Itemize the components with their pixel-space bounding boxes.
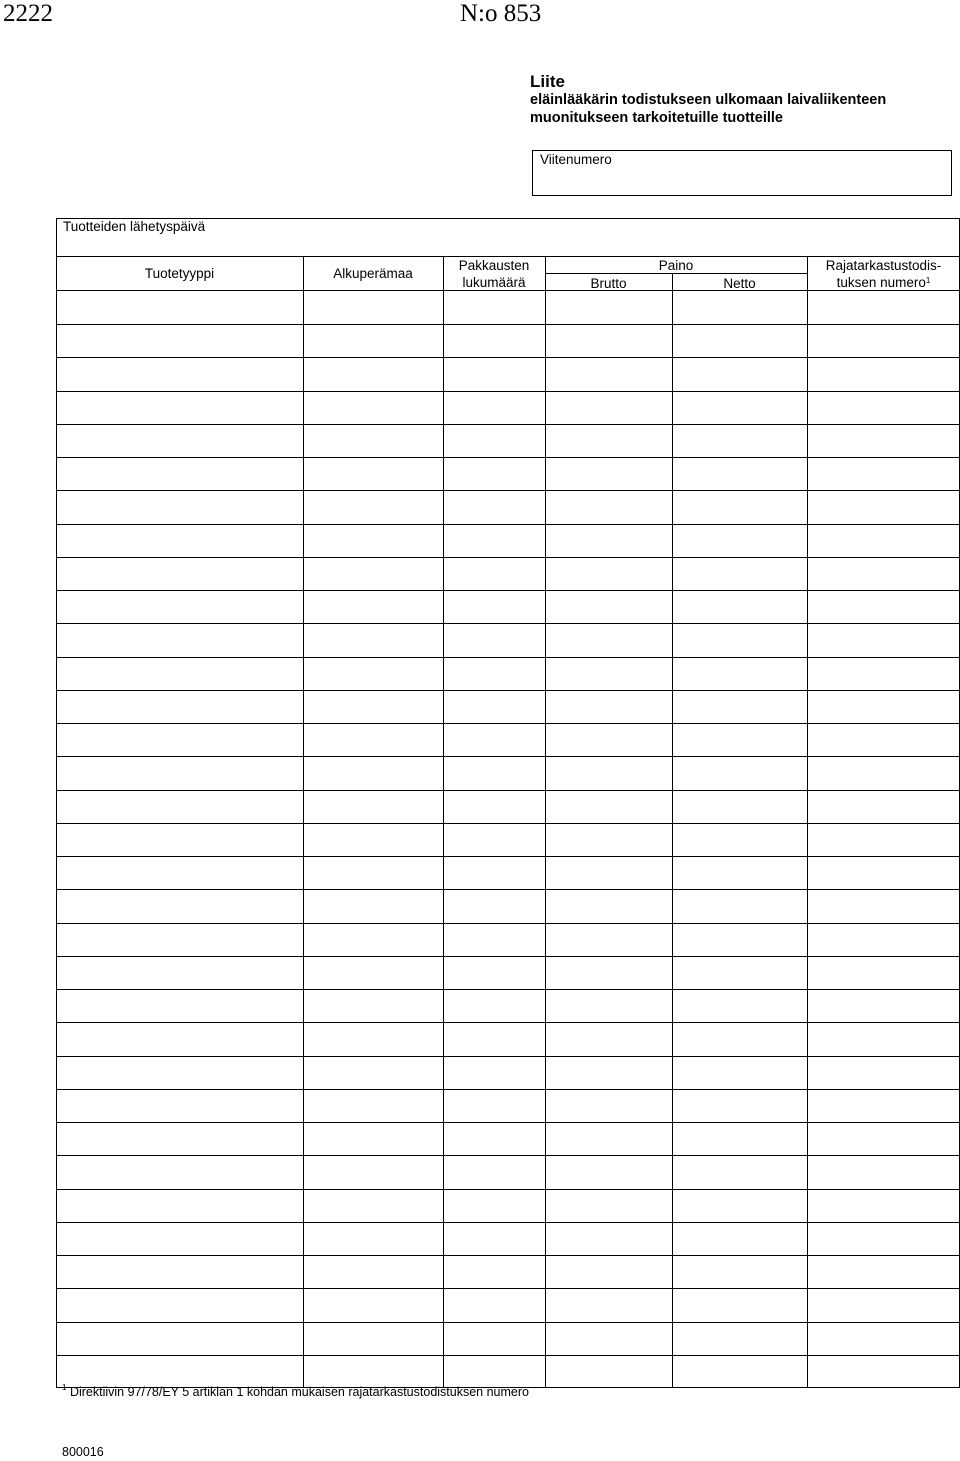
column-header-net: Netto bbox=[723, 276, 756, 291]
table-cell-net[interactable] bbox=[673, 591, 806, 622]
table-cell-packages[interactable] bbox=[444, 691, 544, 722]
table-cell-gross[interactable] bbox=[546, 1090, 671, 1121]
table-cell-packages[interactable] bbox=[444, 292, 544, 323]
table-cell-certificate[interactable] bbox=[808, 658, 959, 689]
table-cell-gross[interactable] bbox=[546, 1356, 671, 1387]
table-cell-product-type[interactable] bbox=[57, 857, 302, 888]
table-cell-origin[interactable] bbox=[304, 924, 442, 955]
table-cell-net[interactable] bbox=[673, 1090, 806, 1121]
table-cell-gross[interactable] bbox=[546, 1190, 671, 1221]
table-cell-net[interactable] bbox=[673, 957, 806, 988]
table-cell-certificate[interactable] bbox=[808, 824, 959, 855]
table-cell-gross[interactable] bbox=[546, 757, 671, 788]
table-cell-origin[interactable] bbox=[304, 757, 442, 788]
table-cell-gross[interactable] bbox=[546, 425, 671, 456]
table-cell-origin[interactable] bbox=[304, 325, 442, 356]
table-cell-product-type[interactable] bbox=[57, 1057, 302, 1088]
table-cell-net[interactable] bbox=[673, 1023, 806, 1054]
table-cell-net[interactable] bbox=[673, 358, 806, 389]
footnote-marker: 1 bbox=[62, 1383, 67, 1392]
table-cell-product-type[interactable] bbox=[57, 1223, 302, 1254]
table-cell-net[interactable] bbox=[673, 691, 806, 722]
table-cell-certificate[interactable] bbox=[808, 990, 959, 1021]
table-cell-origin[interactable] bbox=[304, 1289, 442, 1320]
table-cell-certificate[interactable] bbox=[808, 791, 959, 822]
table-cell-certificate[interactable] bbox=[808, 525, 959, 556]
table-cell-packages[interactable] bbox=[444, 325, 544, 356]
table-cell-packages[interactable] bbox=[444, 1156, 544, 1187]
table-cell-certificate[interactable] bbox=[808, 957, 959, 988]
table-cell-product-type[interactable] bbox=[57, 325, 302, 356]
table-cell-product-type[interactable] bbox=[57, 1323, 302, 1354]
column-header-certificate-line-1: Rajatarkastustodis- bbox=[825, 258, 942, 273]
table-cell-product-type[interactable] bbox=[57, 957, 302, 988]
table-cell-net[interactable] bbox=[673, 757, 806, 788]
table-cell-product-type[interactable] bbox=[57, 292, 302, 323]
table-cell-packages[interactable] bbox=[444, 1256, 544, 1287]
table-cell-product-type[interactable] bbox=[57, 824, 302, 855]
table-cell-certificate[interactable] bbox=[808, 1190, 959, 1221]
table-cell-origin[interactable] bbox=[304, 458, 442, 489]
table-cell-product-type[interactable] bbox=[57, 658, 302, 689]
table-cell-origin[interactable] bbox=[304, 624, 442, 655]
table-cell-gross[interactable] bbox=[546, 1223, 671, 1254]
title-block bbox=[530, 72, 950, 127]
table-cell-gross[interactable] bbox=[546, 1289, 671, 1320]
table-cell-origin[interactable] bbox=[304, 1057, 442, 1088]
table-cell-gross[interactable] bbox=[546, 591, 671, 622]
table-cell-origin[interactable] bbox=[304, 292, 442, 323]
table-cell-origin[interactable] bbox=[304, 957, 442, 988]
table-cell-gross[interactable] bbox=[546, 358, 671, 389]
table-cell-gross[interactable] bbox=[546, 458, 671, 489]
table-cell-product-type[interactable] bbox=[57, 724, 302, 755]
table-cell-gross[interactable] bbox=[546, 525, 671, 556]
column-header-packages-line-2: lukumäärä bbox=[462, 275, 526, 290]
column-header-weight: Paino bbox=[658, 258, 694, 273]
table-cell-net[interactable] bbox=[673, 857, 806, 888]
column-header-gross: Brutto bbox=[590, 276, 627, 291]
table-cell-certificate[interactable] bbox=[808, 425, 959, 456]
table-cell-packages[interactable] bbox=[444, 757, 544, 788]
table-cell-product-type[interactable] bbox=[57, 591, 302, 622]
table-cell-net[interactable] bbox=[673, 1190, 806, 1221]
table-cell-product-type[interactable] bbox=[57, 990, 302, 1021]
table-cell-net[interactable] bbox=[673, 791, 806, 822]
table-cell-certificate[interactable] bbox=[808, 1289, 959, 1320]
table-cell-packages[interactable] bbox=[444, 857, 544, 888]
table-cell-product-type[interactable] bbox=[57, 558, 302, 589]
table-cell-origin[interactable] bbox=[304, 1356, 442, 1387]
table-cell-gross[interactable] bbox=[546, 325, 671, 356]
column-header-certificate-line-2 bbox=[807, 274, 960, 291]
table-cell-packages[interactable] bbox=[444, 591, 544, 622]
table-cell-certificate[interactable] bbox=[808, 325, 959, 356]
table-cell-net[interactable] bbox=[673, 624, 806, 655]
table-cell-product-type[interactable] bbox=[57, 1289, 302, 1320]
table-cell-net[interactable] bbox=[673, 1223, 806, 1254]
table-cell-packages[interactable] bbox=[444, 358, 544, 389]
table-cell-origin[interactable] bbox=[304, 1023, 442, 1054]
document-number: N:o 853 bbox=[460, 0, 542, 27]
table-cell-product-type[interactable] bbox=[57, 392, 302, 423]
table-cell-certificate[interactable] bbox=[808, 1356, 959, 1387]
title-main: Liite bbox=[530, 72, 565, 91]
table-cell-gross[interactable] bbox=[546, 1023, 671, 1054]
table-cell-packages[interactable] bbox=[444, 824, 544, 855]
table-cell-certificate[interactable] bbox=[808, 1023, 959, 1054]
table-cell-origin[interactable] bbox=[304, 890, 442, 921]
table-cell-gross[interactable] bbox=[546, 824, 671, 855]
column-header-certificate-text: tuksen numero bbox=[836, 275, 926, 290]
table-cell-certificate[interactable] bbox=[808, 292, 959, 323]
table-cell-product-type[interactable] bbox=[57, 1256, 302, 1287]
table-cell-gross[interactable] bbox=[546, 990, 671, 1021]
table-cell-product-type[interactable] bbox=[57, 1123, 302, 1154]
table-cell-certificate[interactable] bbox=[808, 1223, 959, 1254]
table-cell-product-type[interactable] bbox=[57, 458, 302, 489]
table-cell-gross[interactable] bbox=[546, 1156, 671, 1187]
table-cell-product-type[interactable] bbox=[57, 924, 302, 955]
table-cell-product-type[interactable] bbox=[57, 1090, 302, 1121]
table-cell-product-type[interactable] bbox=[57, 1356, 302, 1387]
table-cell-origin[interactable] bbox=[304, 724, 442, 755]
table-cell-net[interactable] bbox=[673, 458, 806, 489]
column-header-product-type: Tuotetyyppi bbox=[144, 266, 215, 281]
table-cell-certificate[interactable] bbox=[808, 857, 959, 888]
table-cell-product-type[interactable] bbox=[57, 358, 302, 389]
table-cell-product-type[interactable] bbox=[57, 491, 302, 522]
table-cell-origin[interactable] bbox=[304, 857, 442, 888]
table-cell-net[interactable] bbox=[673, 1123, 806, 1154]
table-cell-origin[interactable] bbox=[304, 824, 442, 855]
table-cell-origin[interactable] bbox=[304, 791, 442, 822]
table-cell-product-type[interactable] bbox=[57, 757, 302, 788]
table-cell-certificate[interactable] bbox=[808, 358, 959, 389]
table-cell-certificate[interactable] bbox=[808, 491, 959, 522]
table-cell-origin[interactable] bbox=[304, 591, 442, 622]
table-cell-gross[interactable] bbox=[546, 924, 671, 955]
table-cell-certificate[interactable] bbox=[808, 1090, 959, 1121]
table-cell-origin[interactable] bbox=[304, 358, 442, 389]
table-cell-product-type[interactable] bbox=[57, 890, 302, 921]
table-cell-packages[interactable] bbox=[444, 491, 544, 522]
reference-number-label: Viitenumero bbox=[540, 152, 612, 167]
table-cell-product-type[interactable] bbox=[57, 791, 302, 822]
table-cell-certificate[interactable] bbox=[808, 1323, 959, 1354]
table-cell-gross[interactable] bbox=[546, 1057, 671, 1088]
table-cell-net[interactable] bbox=[673, 1057, 806, 1088]
table-cell-origin[interactable] bbox=[304, 525, 442, 556]
table-cell-gross[interactable] bbox=[546, 624, 671, 655]
table-cell-certificate[interactable] bbox=[808, 1156, 959, 1187]
table-cell-origin[interactable] bbox=[304, 491, 442, 522]
shipment-date-label: Tuotteiden lähetyspäivä bbox=[63, 219, 206, 234]
column-header-packages-line-1: Pakkausten bbox=[458, 258, 530, 273]
page-number: 2222 bbox=[3, 0, 53, 27]
table-cell-net[interactable] bbox=[673, 325, 806, 356]
reference-number-field[interactable] bbox=[532, 150, 952, 196]
table-cell-gross[interactable] bbox=[546, 890, 671, 921]
table-cell-origin[interactable] bbox=[304, 1323, 442, 1354]
table-cell-gross[interactable] bbox=[546, 1256, 671, 1287]
table-cell-packages[interactable] bbox=[444, 1223, 544, 1254]
table-cell-gross[interactable] bbox=[546, 957, 671, 988]
table-cell-certificate[interactable] bbox=[808, 691, 959, 722]
table-cell-packages[interactable] bbox=[444, 1190, 544, 1221]
table-cell-gross[interactable] bbox=[546, 724, 671, 755]
table-cell-origin[interactable] bbox=[304, 1190, 442, 1221]
table-cell-packages[interactable] bbox=[444, 658, 544, 689]
table-cell-product-type[interactable] bbox=[57, 1156, 302, 1187]
table-cell-packages[interactable] bbox=[444, 624, 544, 655]
table-cell-product-type[interactable] bbox=[57, 624, 302, 655]
table-cell-gross[interactable] bbox=[546, 791, 671, 822]
table-cell-gross[interactable] bbox=[546, 292, 671, 323]
table-cell-net[interactable] bbox=[673, 1323, 806, 1354]
table-cell-gross[interactable] bbox=[546, 392, 671, 423]
table-cell-packages[interactable] bbox=[444, 1057, 544, 1088]
table-cell-packages[interactable] bbox=[444, 791, 544, 822]
table-cell-net[interactable] bbox=[673, 724, 806, 755]
table-cell-packages[interactable] bbox=[444, 558, 544, 589]
table-cell-packages[interactable] bbox=[444, 1356, 544, 1387]
table-cell-gross[interactable] bbox=[546, 691, 671, 722]
table-cell-net[interactable] bbox=[673, 1156, 806, 1187]
table-cell-gross[interactable] bbox=[546, 857, 671, 888]
table-cell-gross[interactable] bbox=[546, 491, 671, 522]
footnote bbox=[62, 1385, 529, 1399]
table-cell-packages[interactable] bbox=[444, 890, 544, 921]
table-cell-packages[interactable] bbox=[444, 990, 544, 1021]
table-cell-origin[interactable] bbox=[304, 425, 442, 456]
table-cell-certificate[interactable] bbox=[808, 1123, 959, 1154]
table-cell-origin[interactable] bbox=[304, 990, 442, 1021]
table-cell-packages[interactable] bbox=[444, 1289, 544, 1320]
table-cell-origin[interactable] bbox=[304, 658, 442, 689]
table-cell-net[interactable] bbox=[673, 525, 806, 556]
table-cell-origin[interactable] bbox=[304, 1123, 442, 1154]
column-header-origin: Alkuperämaa bbox=[333, 266, 413, 281]
table-cell-net[interactable] bbox=[673, 292, 806, 323]
table-cell-certificate[interactable] bbox=[808, 558, 959, 589]
table-cell-certificate[interactable] bbox=[808, 624, 959, 655]
table-cell-packages[interactable] bbox=[444, 1023, 544, 1054]
table-cell-certificate[interactable] bbox=[808, 890, 959, 921]
table-cell-packages[interactable] bbox=[444, 392, 544, 423]
table-cell-certificate[interactable] bbox=[808, 724, 959, 755]
table-cell-packages[interactable] bbox=[444, 525, 544, 556]
table-cell-origin[interactable] bbox=[304, 1256, 442, 1287]
table-cell-packages[interactable] bbox=[444, 1123, 544, 1154]
table-cell-packages[interactable] bbox=[444, 957, 544, 988]
table-cell-gross[interactable] bbox=[546, 558, 671, 589]
table-cell-packages[interactable] bbox=[444, 1090, 544, 1121]
title-line-1: eläinlääkärin todistukseen ulkomaan laivaliikenteen bbox=[530, 92, 887, 108]
table-cell-origin[interactable] bbox=[304, 691, 442, 722]
table-cell-certificate[interactable] bbox=[808, 458, 959, 489]
table-cell-origin[interactable] bbox=[304, 1223, 442, 1254]
table-cell-origin[interactable] bbox=[304, 392, 442, 423]
table-cell-packages[interactable] bbox=[444, 924, 544, 955]
table-cell-net[interactable] bbox=[673, 491, 806, 522]
table-cell-net[interactable] bbox=[673, 1289, 806, 1320]
table-cell-gross[interactable] bbox=[546, 658, 671, 689]
table-cell-packages[interactable] bbox=[444, 425, 544, 456]
table-cell-gross[interactable] bbox=[546, 1323, 671, 1354]
table-cell-gross[interactable] bbox=[546, 1123, 671, 1154]
table-cell-net[interactable] bbox=[673, 990, 806, 1021]
footnote-text: Direktiivin 97/78/EY 5 artiklan 1 kohdan mukaisen rajatarkastustodistuksen numero bbox=[69, 1385, 529, 1399]
table-cell-net[interactable] bbox=[673, 924, 806, 955]
table-cell-product-type[interactable] bbox=[57, 1190, 302, 1221]
table-cell-origin[interactable] bbox=[304, 1156, 442, 1187]
table-cell-net[interactable] bbox=[673, 658, 806, 689]
form-code: 800016 bbox=[62, 1445, 104, 1459]
table-cell-product-type[interactable] bbox=[57, 525, 302, 556]
table-cell-certificate[interactable] bbox=[808, 1057, 959, 1088]
column-header-packages bbox=[443, 257, 545, 291]
table-cell-product-type[interactable] bbox=[57, 425, 302, 456]
table-cell-net[interactable] bbox=[673, 824, 806, 855]
column-header-certificate bbox=[807, 257, 960, 291]
table-cell-net[interactable] bbox=[673, 392, 806, 423]
table-cell-certificate[interactable] bbox=[808, 757, 959, 788]
table-cell-net[interactable] bbox=[673, 890, 806, 921]
table-cell-packages[interactable] bbox=[444, 1323, 544, 1354]
title-line-2: muonitukseen tarkoitetuille tuotteille bbox=[530, 110, 783, 126]
table-cell-certificate[interactable] bbox=[808, 591, 959, 622]
table-cell-certificate[interactable] bbox=[808, 1256, 959, 1287]
table-cell-packages[interactable] bbox=[444, 458, 544, 489]
table-cell-origin[interactable] bbox=[304, 558, 442, 589]
table-cell-product-type[interactable] bbox=[57, 691, 302, 722]
table-cell-net[interactable] bbox=[673, 558, 806, 589]
table-cell-net[interactable] bbox=[673, 425, 806, 456]
footnote-marker: 1 bbox=[925, 276, 931, 285]
table-cell-certificate[interactable] bbox=[808, 392, 959, 423]
table-cell-net[interactable] bbox=[673, 1356, 806, 1387]
table-cell-origin[interactable] bbox=[304, 1090, 442, 1121]
table-cell-certificate[interactable] bbox=[808, 924, 959, 955]
table-cell-packages[interactable] bbox=[444, 724, 544, 755]
table-cell-net[interactable] bbox=[673, 1256, 806, 1287]
table-cell-product-type[interactable] bbox=[57, 1023, 302, 1054]
